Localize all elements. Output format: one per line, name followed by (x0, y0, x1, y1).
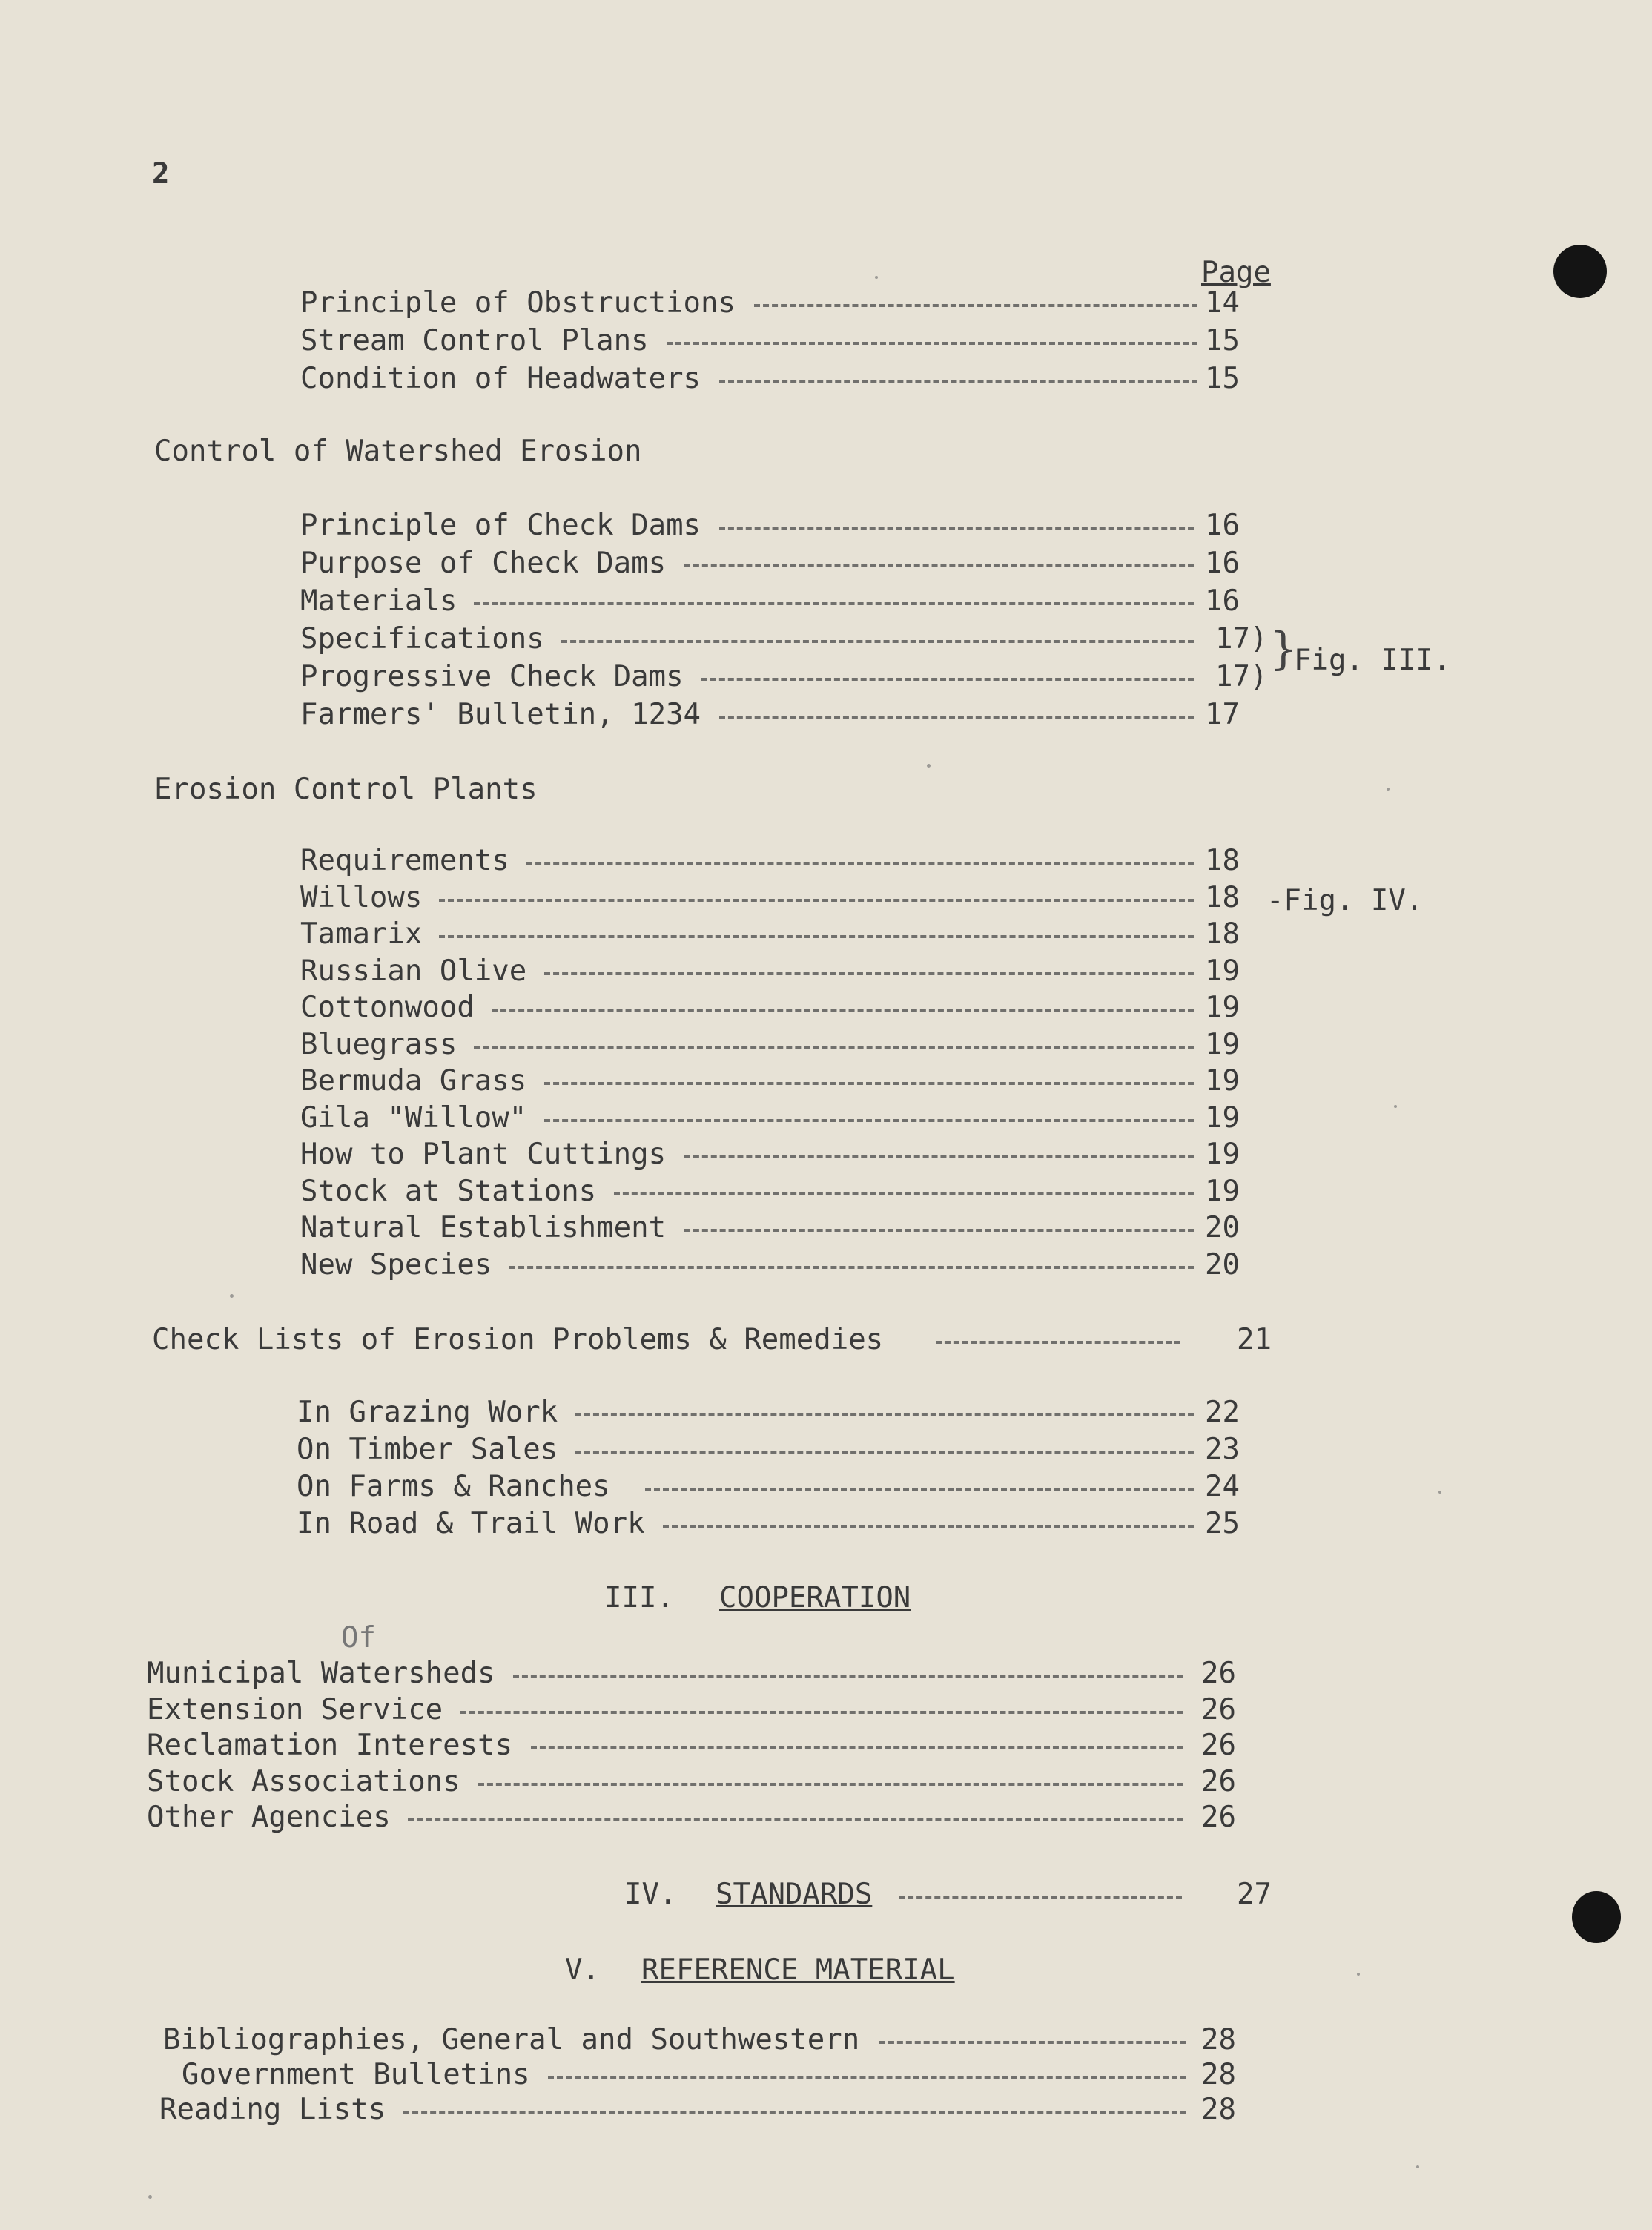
toc-entry-label: Bermuda Grass (300, 1064, 527, 1098)
toc-entry-page: 19 (1205, 991, 1240, 1024)
toc-entry-page: 15 (1205, 362, 1240, 395)
toc-entry-label: Municipal Watersheds (147, 1657, 495, 1690)
toc-entry-leader (575, 1413, 1194, 1419)
speck (1387, 788, 1390, 791)
leader-check-lists (936, 1341, 1180, 1347)
toc-entry-leader (614, 1192, 1194, 1198)
toc-entry-leader (544, 1082, 1194, 1088)
toc-entry-leader (561, 640, 1194, 646)
toc-entry (0, 1248, 1652, 1282)
toc-entry-page: 20 (1205, 1211, 1240, 1244)
toc-entry (0, 1175, 1652, 1209)
toc-entry-leader (509, 1266, 1194, 1272)
toc-entry-label: Reclamation Interests (147, 1729, 513, 1762)
toc-entry-leader (719, 527, 1194, 532)
toc-entry-page: 17) (1215, 622, 1268, 656)
toc-entry-leader (879, 2041, 1186, 2047)
toc-entry-label: Requirements (300, 844, 509, 877)
toc-entry (0, 509, 1652, 543)
toc-entry (0, 1028, 1652, 1062)
toc-entry-leader (719, 380, 1197, 386)
toc-entry-label: Farmers' Bulletin, 1234 (300, 698, 701, 731)
speck (230, 1294, 234, 1298)
toc-entry-page: 16 (1205, 509, 1240, 542)
toc-entry (0, 1729, 1652, 1763)
toc-entry (0, 1064, 1652, 1098)
toc-entry (0, 844, 1652, 878)
toc-entry-leader (513, 1675, 1183, 1680)
toc-entry-leader (526, 862, 1194, 868)
toc-entry-leader (531, 1746, 1183, 1752)
toc-entry-label: On Timber Sales (297, 1433, 558, 1466)
toc-entry-leader (667, 342, 1197, 348)
toc-entry-label: Extension Service (147, 1692, 443, 1726)
toc-entry-leader (575, 1451, 1194, 1457)
toc-entry-label: How to Plant Cuttings (300, 1138, 667, 1171)
toc-entry-label: Bluegrass (300, 1027, 457, 1061)
speck (875, 276, 878, 279)
figure-brace: } (1269, 623, 1298, 675)
toc-entry (0, 1396, 1652, 1430)
toc-entry-leader (439, 935, 1194, 941)
toc-entry-page: 28 (1201, 2023, 1236, 2056)
toc-entry-label: Purpose of Check Dams (300, 547, 667, 580)
toc-entry-page: 25 (1205, 1507, 1240, 1540)
section-iv-title: STANDARDS (716, 1878, 873, 1911)
heading-watershed-erosion: Control of Watershed Erosion (154, 435, 642, 468)
toc-entry-page: 26 (1201, 1729, 1236, 1762)
toc-entry-label: Natural Establishment (300, 1211, 667, 1244)
toc-entry-page: 17) (1215, 660, 1268, 693)
toc-entry-page: 20 (1205, 1247, 1240, 1281)
toc-entry-leader (684, 1155, 1194, 1161)
toc-entry-page: 16 (1205, 547, 1240, 580)
speck (1394, 1105, 1397, 1108)
figure-iv-label: -Fig. IV. (1266, 884, 1424, 917)
toc-entry-leader (544, 1119, 1194, 1125)
toc-entry (0, 991, 1652, 1025)
toc-entry-page: 24 (1205, 1470, 1240, 1503)
toc-entry-label: Other Agencies (147, 1801, 391, 1834)
toc-entry-label: Reading Lists (159, 2093, 386, 2126)
toc-entry (0, 917, 1652, 951)
section-v-number: V. (565, 1953, 600, 1987)
toc-entry-label: Gila "Willow" (300, 1101, 527, 1135)
toc-entry-leader (701, 678, 1194, 684)
toc-entry-label: Russian Olive (300, 954, 527, 988)
toc-entry-leader (408, 1818, 1183, 1824)
toc-entry-page: 18 (1205, 844, 1240, 877)
toc-entry-page: 19 (1205, 1174, 1240, 1208)
toc-entry-leader (684, 1229, 1194, 1235)
toc-entry (0, 1693, 1652, 1727)
toc-entry (0, 1801, 1652, 1835)
toc-entry-label: Principle of Check Dams (300, 509, 701, 542)
speck (148, 2195, 152, 2199)
toc-entry (0, 362, 1652, 396)
toc-entry (0, 1507, 1652, 1541)
toc-entry-page: 16 (1205, 584, 1240, 618)
toc-entry-page: 19 (1205, 1101, 1240, 1135)
toc-entry-page: 28 (1201, 2058, 1236, 2091)
toc-entry (0, 547, 1652, 581)
toc-entry-page: 28 (1201, 2093, 1236, 2126)
toc-entry-page: 19 (1205, 1027, 1240, 1061)
section-iii-title: COOPERATION (719, 1581, 911, 1614)
toc-entry-page: 26 (1201, 1764, 1236, 1798)
toc-entry-leader (492, 1009, 1194, 1015)
heading-erosion-control-plants: Erosion Control Plants (154, 773, 538, 806)
toc-entry (0, 954, 1652, 989)
toc-entry-leader (544, 972, 1194, 978)
toc-entry (0, 584, 1652, 618)
toc-entry-label: In Road & Trail Work (297, 1507, 645, 1540)
toc-entry (0, 698, 1652, 732)
section-v-title: REFERENCE MATERIAL (641, 1953, 955, 1987)
toc-entry (0, 1138, 1652, 1172)
toc-entry-leader (645, 1488, 1194, 1494)
toc-entry (0, 2093, 1652, 2127)
toc-entry (0, 286, 1652, 320)
toc-entry-label: Principle of Obstructions (300, 286, 736, 320)
toc-entry-leader (474, 602, 1194, 608)
leader-standards (899, 1896, 1182, 1901)
toc-entry-leader (478, 1783, 1183, 1789)
toc-entry-label: In Grazing Work (297, 1396, 558, 1429)
toc-entry-page: 18 (1205, 880, 1240, 914)
toc-entry-page: 19 (1205, 1138, 1240, 1171)
toc-entry-page: 15 (1205, 324, 1240, 357)
toc-entry-leader (460, 1711, 1183, 1717)
toc-entry-page: 26 (1201, 1801, 1236, 1834)
toc-entry-leader (439, 899, 1194, 905)
toc-entry-label: On Farms & Ranches (297, 1470, 610, 1503)
toc-entry (0, 1657, 1652, 1691)
toc-entry-leader (684, 564, 1194, 570)
toc-entry-label: Tamarix (300, 917, 423, 951)
page-standards: 27 (1237, 1878, 1272, 1911)
toc-entry (0, 324, 1652, 358)
toc-entry-label: Condition of Headwaters (300, 362, 701, 395)
toc-entry-label: Cottonwood (300, 991, 475, 1024)
toc-entry (0, 1765, 1652, 1799)
toc-entry-leader (474, 1046, 1194, 1052)
toc-entry-label: Stream Control Plans (300, 324, 649, 357)
toc-entry-page: 19 (1205, 954, 1240, 988)
toc-entry (0, 1470, 1652, 1504)
page-number: 2 (152, 157, 170, 191)
toc-entry-label: Government Bulletins (182, 2058, 530, 2091)
page-check-lists: 21 (1237, 1323, 1272, 1356)
speck (1438, 1491, 1441, 1494)
toc-entry-leader (754, 304, 1197, 310)
toc-entry-leader (663, 1525, 1194, 1531)
heading-check-lists: Check Lists of Erosion Problems & Remedies (152, 1323, 884, 1356)
punch-hole-bottom (1572, 1891, 1621, 1943)
toc-entry-page: 26 (1201, 1692, 1236, 1726)
figure-iii-label: Fig. III. (1294, 644, 1451, 677)
toc-entry-page: 17 (1205, 698, 1240, 731)
toc-entry-page: 26 (1201, 1657, 1236, 1690)
speck (1357, 1973, 1360, 1976)
toc-entry-page: 19 (1205, 1064, 1240, 1098)
toc-entry-page: 14 (1205, 286, 1240, 320)
toc-entry-label: Materials (300, 584, 457, 618)
toc-entry-label: Stock at Stations (300, 1174, 597, 1208)
toc-entry-leader (403, 2111, 1186, 2117)
toc-entry (0, 1101, 1652, 1135)
toc-entry-label: New Species (300, 1247, 492, 1281)
page-column-header: Page (1201, 256, 1271, 289)
toc-entry-leader (719, 716, 1194, 722)
toc-entry-page: 22 (1205, 1396, 1240, 1429)
toc-entry-label: Stock Associations (147, 1764, 460, 1798)
toc-entry-label: Specifications (300, 622, 544, 656)
section-iii-of: Of (341, 1621, 376, 1655)
toc-entry (0, 1433, 1652, 1467)
toc-entry-leader (548, 2076, 1186, 2082)
toc-entry (0, 1211, 1652, 1245)
speck (1416, 2165, 1419, 2168)
section-iv-number: IV. (624, 1878, 677, 1911)
toc-entry (0, 2023, 1652, 2057)
toc-entry-page: 18 (1205, 917, 1240, 951)
section-iii-number: III. (604, 1581, 674, 1614)
toc-entry-label: Progressive Check Dams (300, 660, 684, 693)
toc-entry-label: Bibliographies, General and Southwestern (163, 2023, 860, 2056)
speck (927, 764, 931, 768)
toc-entry-page: 23 (1205, 1433, 1240, 1466)
toc-entry (0, 2058, 1652, 2092)
toc-entry-label: Willows (300, 880, 423, 914)
